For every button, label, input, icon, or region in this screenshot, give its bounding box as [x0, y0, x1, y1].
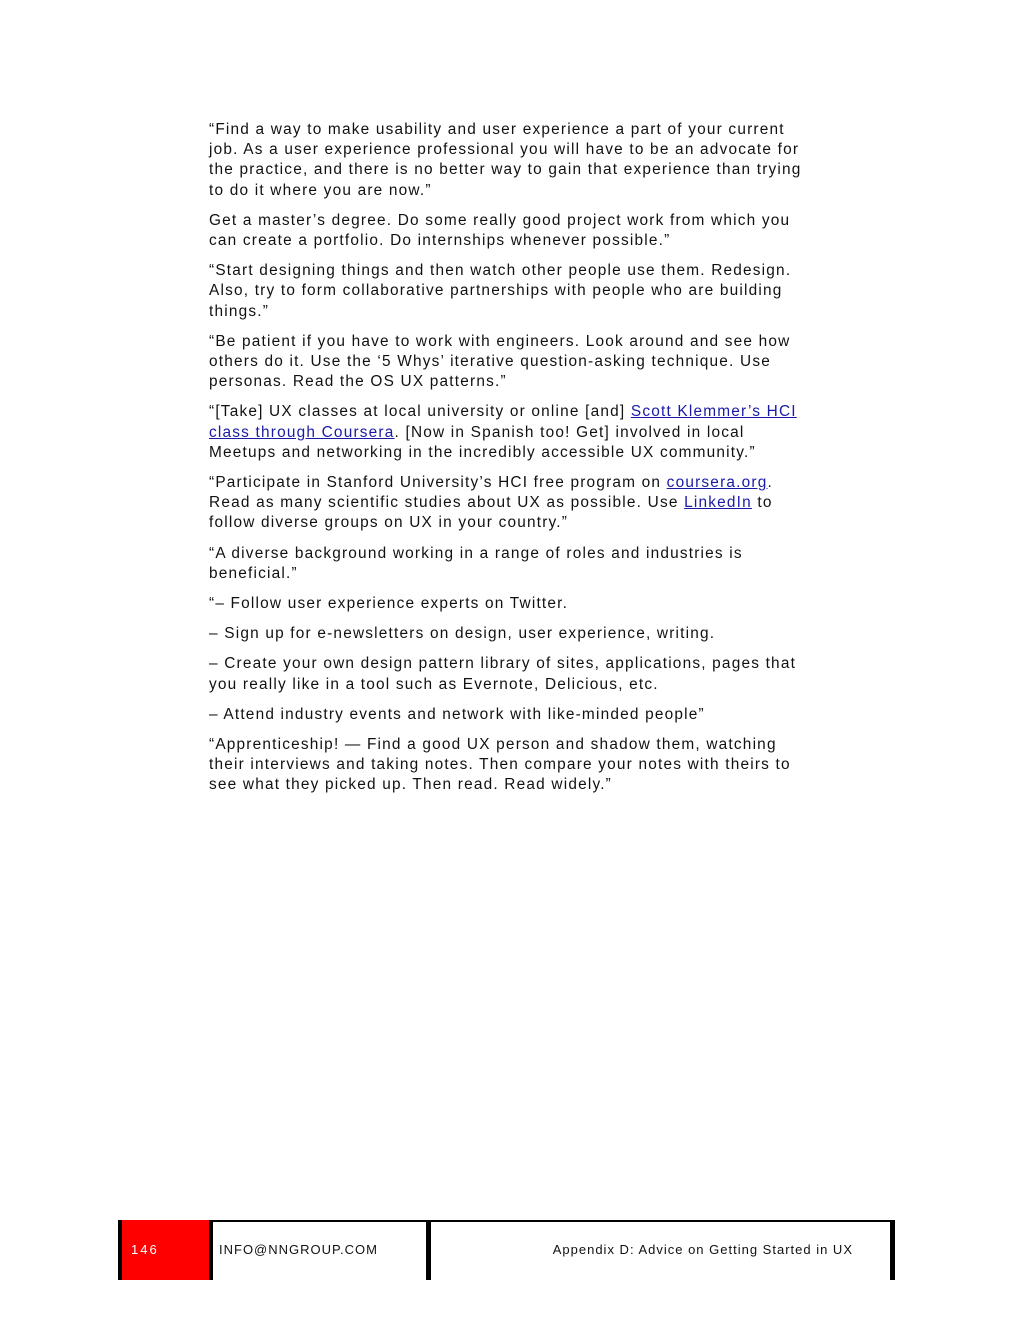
quote-text: . [Now in Spanish too! Get] involved in local Meetups and networking in the incredibly accessible UX community.”: [209, 423, 756, 461]
quote-paragraph: “– Follow user experience experts on Twitter.: [209, 595, 569, 613]
quote-paragraph: [209, 473, 813, 534]
coursera-class-link[interactable]: Scott Klemmer’s HCI class through Coursera: [209, 403, 797, 441]
quote-paragraph: – Attend industry events and network with like-minded people”: [209, 705, 705, 723]
coursera-org-link[interactable]: coursera.org: [666, 474, 768, 492]
quote-text: . Read as many scientific studies about UX as possible. Use: [209, 474, 773, 512]
footer-separator: [890, 1220, 895, 1280]
page-footer: [118, 1220, 895, 1280]
footer-email: INFO@NNGROUP.COM: [219, 1242, 378, 1257]
footer-chapter-title: Appendix D: Advice on Getting Started in UX: [552, 1242, 853, 1257]
quote-paragraph: “Be patient if you have to work with engineers. Look around and see how others do it. Use the ‘5 Whys’ iterative question-asking technique. Use personas. Read the OS UX patterns.”: [209, 332, 791, 391]
quote-text: “[Take] UX classes at local university or online [and]: [209, 403, 631, 421]
quote-paragraph: “A diverse background working in a range of roles and industries is beneficial.”: [209, 544, 743, 582]
quote-text: “Participate in Stanford University’s HCI free program on: [209, 474, 667, 492]
quote-paragraph: “Start designing things and then watch other people use them. Redesign. Also, try to form collaborative partnerships with people who are building things.”: [209, 262, 792, 320]
main-content: [209, 120, 813, 806]
footer-divider: [118, 1220, 895, 1222]
footer-separator: [209, 1220, 213, 1280]
linkedin-link[interactable]: LinkedIn: [684, 494, 752, 512]
quote-text: to follow diverse groups on UX in your country.”: [209, 494, 773, 532]
quote-paragraph: Get a master’s degree. Do some really good project work from which you can create a portfolio. Do internships whenever possible.”: [209, 211, 791, 250]
page-number-box: [118, 1220, 209, 1280]
quote-paragraph: [209, 402, 813, 463]
quote-paragraph: “Apprenticeship! — Find a good UX person and shadow them, watching their interviews and taking notes. Then compare your notes with theirs to see what they picked up. Then read. Read widely.”: [209, 736, 791, 794]
footer-separator: [426, 1220, 431, 1280]
page-number: 146: [131, 1242, 159, 1257]
quote-paragraph: “Find a way to make usability and user experience a part of your current job. As a user experience professional you will have to be an advocate for the practice, and there is no better way to gain that experience than trying to do it where you are now.”: [209, 121, 802, 199]
quote-paragraph: – Sign up for e-newsletters on design, user experience, writing.: [209, 625, 716, 643]
quote-paragraph: – Create your own design pattern library of sites, applications, pages that you really like in a tool such as Evernote, Delicious, etc.: [209, 655, 797, 693]
